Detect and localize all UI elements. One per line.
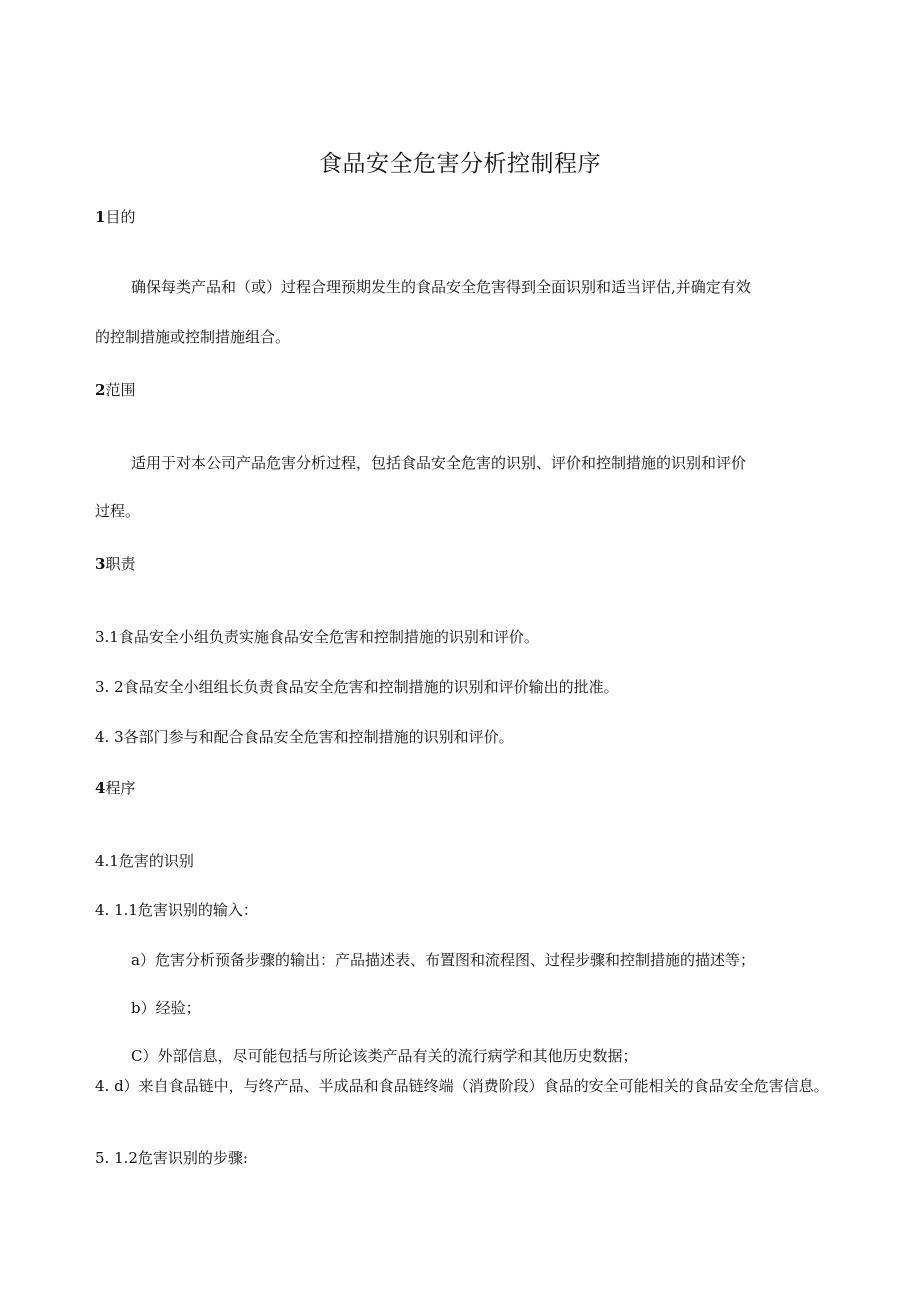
hazard-input-c: C）外部信息，尽可能包括与所论该类产品有关的流行病学和其他历史数据；	[131, 1047, 638, 1065]
procedure-sub-heading-4-1-1: 4. 1.1危害识别的输入：	[95, 901, 258, 919]
purpose-paragraph-line-2: 的控制措施或控制措施组合。	[95, 328, 291, 346]
section-label: 职责	[105, 555, 136, 573]
section-heading-responsibility	[95, 554, 855, 574]
section-heading-scope	[95, 380, 855, 400]
scope-paragraph-line-2: 过程。	[95, 502, 141, 520]
procedure-sub-heading-4-1: 4.1危害的识别	[95, 852, 194, 870]
hazard-input-d: 4. d）来自食品链中，与终产品、半成品和食品链终端（消费阶段）食品的安全可能相关的食品安全危害信息。	[95, 1077, 829, 1095]
section-label: 范围	[105, 381, 136, 399]
purpose-paragraph-line-1: 确保每类产品和（或）过程合理预期发生的食品安全危害得到全面识别和适当评估,并确定有效	[131, 278, 751, 296]
hazard-input-a: a）危害分析预备步骤的输出：产品描述表、布置图和流程图、过程步骤和控制措施的描述等；	[131, 951, 755, 969]
scope-paragraph-line-1: 适用于对本公司产品危害分析过程，包括食品安全危害的识别、评价和控制措施的识别和评价	[131, 454, 747, 472]
section-heading-purpose	[95, 207, 855, 227]
responsibility-item-3: 4. 3各部门参与和配合食品安全危害和控制措施的识别和评价。	[95, 728, 514, 746]
section-number: 1	[95, 208, 106, 226]
procedure-sub-heading-4-1-2: 5. 1.2危害识别的步骤:	[95, 1149, 248, 1167]
section-number: 2	[95, 381, 106, 399]
section-label: 目的	[105, 208, 136, 226]
responsibility-item-2: 3. 2食品安全小组组长负责食品安全危害和控制措施的识别和评价输出的批准。	[95, 678, 619, 696]
section-number: 4	[95, 779, 106, 797]
hazard-input-b: b）经验；	[131, 999, 201, 1017]
section-number: 3	[95, 555, 106, 573]
document-title: 食品安全危害分析控制程序	[319, 151, 601, 177]
section-heading-procedure	[95, 778, 855, 798]
section-label: 程序	[105, 779, 136, 797]
responsibility-item-1: 3.1食品安全小组负责实施食品安全危害和控制措施的识别和评价。	[95, 628, 539, 646]
